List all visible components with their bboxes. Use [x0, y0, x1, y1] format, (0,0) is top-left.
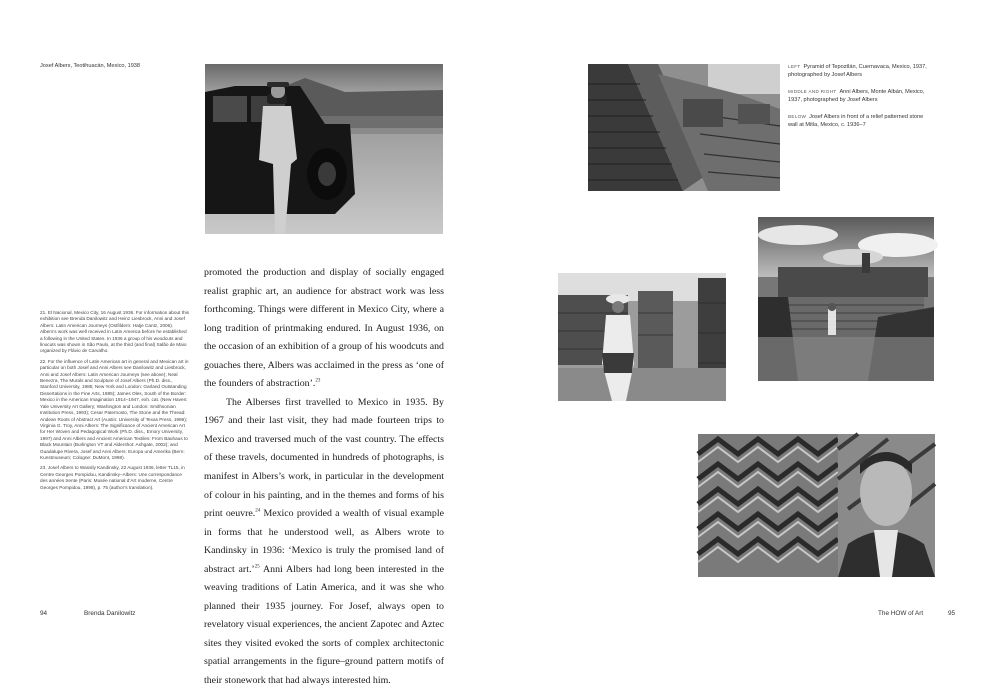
caption-below: BELOW Josef Albers in front of a relief patterned stone wall at Mitla, Mexico, c. 1936–7: [788, 114, 924, 128]
caption-below-position: BELOW: [788, 114, 807, 119]
footnote-21: 21. El Nacional, Mexico City, 16 August 1936. For information about this exhibition see Brenda Danilowitz and Heinz Liesbrock, Anni and Josef Albers: Latin American Journeys (Ostfildern: Hatje Cantz, 2006). Albers’s work was well received in Latin America before he established a following in the United States. In 1936 a group of his woodcuts and linocuts was shown in São Paulo, at the third (and final) Salão de Maio organized by Flávio de Carvalho.: [40, 310, 189, 354]
figure-caption-teotihuacan: Josef Albers, Teotihuacán, Mexico, 1938: [40, 63, 141, 69]
folio-number-right: 95: [948, 610, 956, 617]
note-ref-24[interactable]: 24: [255, 508, 261, 514]
folio-title: The HOW of Art: [878, 610, 924, 617]
photo-pyramid-tepoztlan: [588, 64, 780, 191]
note-ref-25[interactable]: 25: [254, 564, 260, 570]
paragraph-1: promoted the production and display of socially engaged realist graphic art, an audience for abstract work was less forthcoming. Things were different in Mexico City, where a long tradition of printmaking endured. In August 1936, on the occasion of an exhibition of a group of his woodcuts and gouaches there, Albers was acclaimed in the press as ‘one of the founders of abstraction’.$^{23}$: [204, 267, 444, 390]
footnotes-column: [40, 310, 190, 495]
photo-albers-mitla: [698, 434, 935, 577]
footnote-22: 22. For the influence of Latin American art in general and Mexican art in particular on both Josef and Anni Albers see Danilowitz and Liesbrock, Anni and Josef Albers: Latin American Journeys (see above); Neal Benezra, The Murals and Sculpture of Josef Albers (Ph.D. diss., Stanford University, 1985; New York and London: Garland Outstanding Dissertations in the Fine Arts, 1985); James Oles, South of the Border: Mexico in the American Imagination 1914–1947, exh. cat. (New Haven: Yale University Art Gallery; Washington and London: Smithsonian Institution Press, 1993); Cesar Paternosto, The Stone and the Thread: Andean Roots of Abstract Art (Austin: University of Texas Press, 1996); Virginia G. Troy, Anni Albers: The Significance of Ancient American Art for Her Woven and Pedagogical Work (Ph.D. diss., Emory University, 1997) and Anni Albers and Ancient American Textiles: From Bauhaus to Black Mountain (Burlington VT and Aldershot: Ashgate, 2002); and Guadalupe Rivera, Josef and Anni Albers: Europa und Amerika (Bern: Kunstmuseum; Cologne: DuMont, 1998).: [40, 358, 189, 460]
body-text-column: [204, 264, 444, 691]
caption-left: LEFT Pyramid of Tepoztlán, Cuernavaca, Mexico, 1937, photographed by Josef Albers: [788, 64, 927, 78]
caption-middle-right-position: MIDDLE AND RIGHT: [788, 89, 837, 94]
caption-left-position: LEFT: [788, 64, 801, 69]
photo-albers-teotihuacan: [205, 64, 443, 234]
paragraph-2: The Alberses first travelled to Mexico in 1935. By 1967 and their last visit, they had made fourteen trips to Mexico and traversed much of the vast country. The effects of these travels, documented in hundreds of photographs, is manifest in Albers’s work, in particular in the development of colour in his painting, and in the themes and forms of his print oeuvre.$^{24}$ Mexico provided a wealth of visual example in forms that he understood well, as Albers wrote to Kandinsky in 1936: ‘Mexico is truly the promised land of abstract art.’$^{25}$ Anni Albers had long been interested in the weaving traditions of Latin America, and it was she who planned their 1935 journey. For Josef, always open to revelatory visual experiences, the ancient Zapotec and Aztec sites they visited evoked the sorts of complex architectonic spatial arrangements in the figure–ground pattern motifs of their stonework that had always interested him.: [204, 396, 444, 687]
caption-middle-right: MIDDLE AND RIGHT Anni Albers, Monte Albán, Mexico, 1937, photographed by Josef Albers: [788, 89, 925, 103]
photo-anni-monte-alban-middle: [558, 273, 726, 401]
footnote-23: 23. Josef Albers to Wassily Kandinsky, 22 August 1936, letter TL15, in Centre Georges Pompidou, Kandinsky–Albers: Une correspondance des années trente (Paris: Musée national d’Art moderne, Centre Georges Pompidou, 1998), p. 75 (author’s translation).: [40, 465, 185, 490]
photo-anni-monte-alban-right: [758, 217, 934, 381]
folio-number-left: 94: [40, 610, 48, 617]
note-ref-23[interactable]: 23: [315, 378, 321, 384]
folio-author: Brenda Danilowitz: [84, 610, 136, 617]
